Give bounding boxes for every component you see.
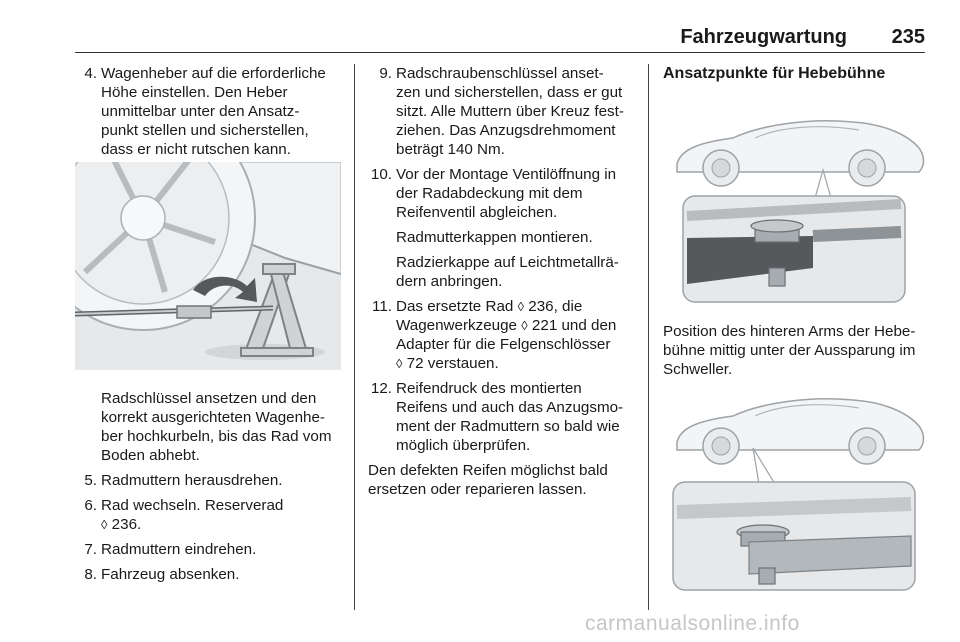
page-reference[interactable]: 221 und den: [531, 317, 617, 334]
reference-arrow-icon: ◊: [517, 299, 525, 314]
step-6: [75, 496, 343, 534]
text-line: Radmuttern herausdrehen.: [101, 472, 283, 489]
text-line: Boden abhebt.: [101, 447, 200, 464]
lift-point-figure-1: [663, 108, 929, 316]
step-10-sub: [368, 253, 636, 291]
text-line: ber hochkurbeln, bis das Rad vom: [101, 428, 332, 445]
text-line: Adapter für die Felgenschlösser: [396, 336, 611, 353]
closing-paragraph: [368, 461, 636, 499]
column-divider: [648, 64, 649, 610]
text-line: [396, 316, 636, 335]
reference-arrow-icon: ◊: [521, 318, 528, 333]
step-11: [368, 297, 636, 373]
text-line: Radzierkappe auf Leichtmetallrä-: [396, 254, 619, 271]
step-number: 8.: [84, 566, 97, 583]
text-line: ment der Radmuttern so bald wie: [396, 418, 620, 435]
text-line: ersetzen oder reparieren lassen.: [368, 481, 587, 498]
caption-block: [663, 322, 929, 385]
lift-point-figure-2: [663, 382, 929, 594]
text-line: ziehen. Das Anzugsdrehmoment: [396, 122, 616, 139]
text-line: Fahrzeug absenken.: [101, 566, 240, 583]
step-number: 10.: [370, 166, 392, 183]
text-line: [396, 297, 636, 316]
text-line: Wagenheber auf die erforderliche: [101, 65, 326, 82]
page-reference[interactable]: 236.: [111, 516, 142, 533]
text-line: beträgt 140 Nm.: [396, 141, 505, 158]
text-fragment: Wagenwerkzeuge: [396, 317, 518, 334]
text-line: [101, 515, 343, 534]
header-rule: [75, 52, 925, 53]
column-3: [663, 64, 929, 91]
reference-arrow-icon: ◊: [396, 356, 403, 371]
step-4: [75, 64, 343, 159]
text-line: Radschraubenschlüssel anset-: [396, 65, 604, 82]
page-reference[interactable]: 72 verstauen.: [406, 355, 499, 372]
text-line: Vor der Montage Ventilöffnung in: [396, 166, 617, 183]
step-7: [75, 540, 343, 559]
step-number: 11.: [372, 298, 392, 315]
step-number: 7.: [84, 541, 97, 558]
text-line: korrekt ausgerichteten Wagenhe-: [101, 409, 325, 426]
watermark: carmanualsonline.info: [585, 612, 800, 635]
text-line: Reifens und auch das Anzugsmo-: [396, 399, 624, 416]
jack-illustration: [75, 162, 341, 370]
figure-caption: [663, 322, 929, 379]
page-number: 235: [891, 26, 925, 48]
step-number: 12.: [370, 380, 392, 397]
text-line: sitzt. Alle Muttern über Kreuz fest-: [396, 103, 624, 120]
step-5: [75, 471, 343, 490]
step-4-sub: [75, 389, 343, 465]
text-line: Radmuttern eindrehen.: [101, 541, 257, 558]
step-number: 4.: [84, 65, 97, 82]
text-line: unmittelbar unter den Ansatz-: [101, 103, 300, 120]
column-2: [368, 64, 636, 505]
text-line: Schweller.: [663, 361, 733, 378]
page-header: [75, 26, 925, 52]
step-number: 6.: [84, 497, 97, 514]
text-line: zen und sicherstellen, dass er gut: [396, 84, 623, 101]
text-line: der Radabdeckung mit dem: [396, 185, 583, 202]
reference-arrow-icon: ◊: [101, 517, 108, 532]
text-line: möglich überprüfen.: [396, 437, 531, 454]
text-line: Rad wechseln. Reserverad: [101, 497, 284, 514]
section-heading: Ansatzpunkte für Hebebühne: [663, 65, 886, 82]
text-line: bühne mittig unter der Aussparung im: [663, 342, 916, 359]
step-12: [368, 379, 636, 455]
text-line: [396, 354, 636, 373]
step-10-sub: [368, 228, 636, 247]
step-number: 5.: [84, 472, 97, 489]
text-line: Radmutterkappen montieren.: [396, 229, 593, 246]
column-divider: [354, 64, 355, 610]
section-title: Fahrzeugwartung: [680, 26, 847, 48]
step-number: 9.: [379, 65, 392, 82]
step-8: [75, 565, 343, 584]
text-line: dern anbringen.: [396, 273, 503, 290]
text-fragment: Das ersetzte Rad: [396, 298, 514, 315]
text-line: dass er nicht rutschen kann.: [101, 141, 291, 158]
text-line: Den defekten Reifen möglichst bald: [368, 462, 608, 479]
text-line: punkt stellen und sicherstellen,: [101, 122, 309, 139]
text-line: Radschlüssel ansetzen und den: [101, 390, 317, 407]
text-line: Reifenventil abgleichen.: [396, 204, 558, 221]
step-10: [368, 165, 636, 222]
text-line: Position des hinteren Arms der Hebe-: [663, 323, 916, 340]
page-reference[interactable]: 236, die: [528, 298, 583, 315]
text-line: Höhe einstellen. Den Heber: [101, 84, 288, 101]
text-line: Reifendruck des montierten: [396, 380, 582, 397]
step-9: [368, 64, 636, 159]
